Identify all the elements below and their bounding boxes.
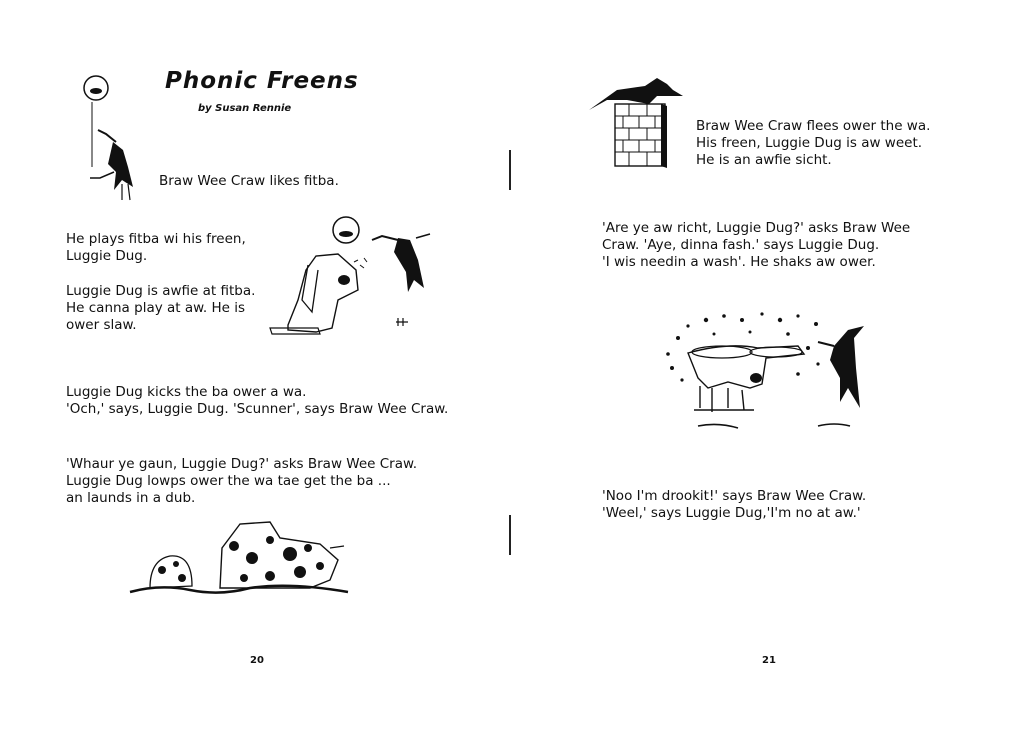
paragraph-3-line-3: ower slaw. — [66, 317, 137, 333]
paragraph-5-line-1: 'Whaur ye gaun, Luggie Dug?' asks Braw Wee Craw. — [66, 456, 418, 472]
gutter-mark-top — [509, 150, 511, 190]
right-paragraph-2-line-3: 'I wis needin a wash'. He shaks aw ower. — [602, 254, 876, 270]
paragraph-2-line-1: He plays fitba wi his freen, — [66, 231, 246, 247]
right-paragraph-3-line-2: 'Weel,' says Luggie Dug,'I'm no at aw.' — [602, 505, 861, 521]
page-number: 20 — [250, 655, 264, 666]
crow-kicking-ball-illustration — [78, 72, 148, 207]
dog-shaking-water-illustration — [658, 308, 878, 438]
paragraph-4-line-2: 'Och,' says, Luggie Dug. 'Scunner', says Braw Wee Craw. — [66, 401, 449, 417]
paragraph-3-line-2: He canna play at aw. He is — [66, 300, 246, 316]
paragraph-5-line-2: Luggie Dug lowps ower the wa tae get the ba ... — [66, 473, 391, 489]
paragraph-2-line-2: Luggie Dug. — [66, 248, 148, 264]
gutter-mark-bottom — [509, 515, 511, 555]
paragraph-4-line-1: Luggie Dug kicks the ba ower a wa. — [66, 384, 307, 400]
right-paragraph-1-line-3: He is an awfie sicht. — [696, 152, 832, 168]
right-paragraph-3-line-1: 'Noo I'm drookit!' says Braw Wee Craw. — [602, 488, 867, 504]
paragraph-1: Braw Wee Craw likes fitba. — [159, 173, 339, 189]
paragraph-5-line-3: an launds in a dub. — [66, 490, 196, 506]
spotted-dogs-in-puddle-illustration — [130, 518, 350, 598]
paragraph-3-line-1: Luggie Dug is awfie at fitba. — [66, 283, 256, 299]
page-number: 21 — [762, 655, 776, 666]
crow-on-wall-illustration — [587, 76, 697, 171]
right-paragraph-2-line-1: 'Are ye aw richt, Luggie Dug?' asks Braw Wee — [602, 220, 911, 236]
right-paragraph-2-line-2: Craw. 'Aye, dinna fash.' says Luggie Dug. — [602, 237, 880, 253]
right-page — [512, 0, 1024, 742]
right-paragraph-1-line-1: Braw Wee Craw flees ower the wa. — [696, 118, 931, 134]
page-title: Phonic Freens — [165, 68, 359, 94]
byline: by Susan Rennie — [198, 103, 292, 114]
dog-and-crow-illustration — [268, 210, 438, 335]
right-paragraph-1-line-2: His freen, Luggie Dug is aw weet. — [696, 135, 923, 151]
